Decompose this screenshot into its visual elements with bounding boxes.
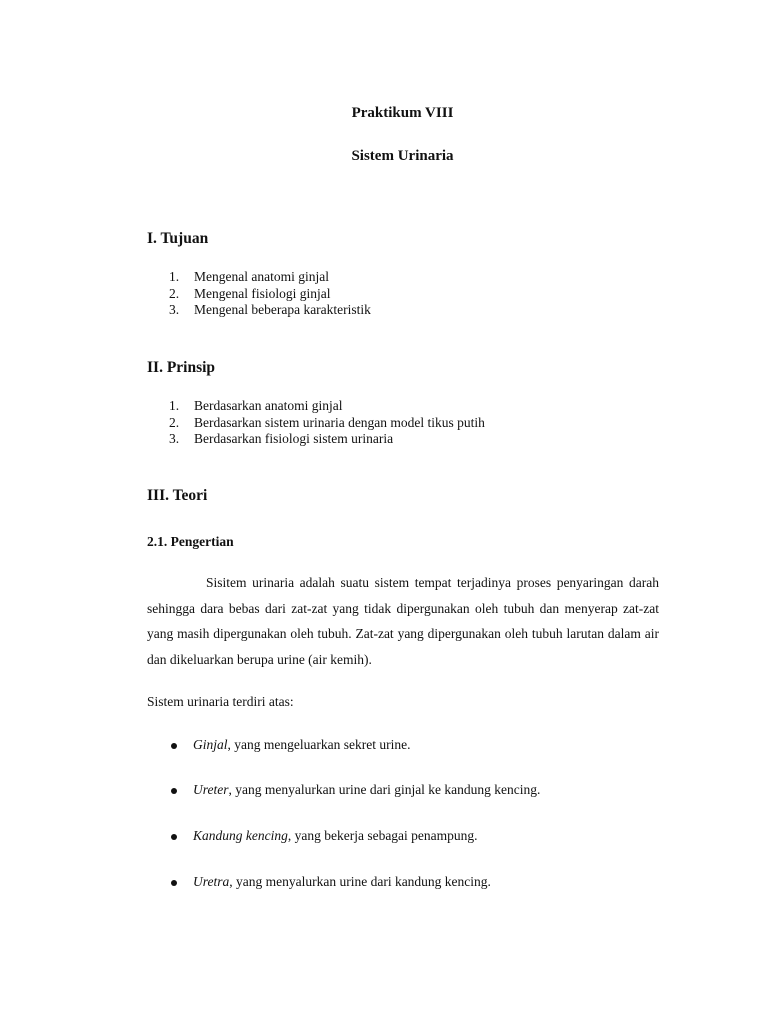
bullet-term: Uretra — [193, 874, 230, 889]
bullet-dot-icon — [171, 788, 177, 794]
bullet-dot-icon — [171, 834, 177, 840]
list-item-text: Mengenal anatomi ginjal — [194, 269, 329, 284]
document-title: Praktikum VIII — [351, 105, 454, 121]
bullet-text: , yang menyalurkan urine dari kandung kencing. — [229, 874, 491, 889]
bullet-dot-icon — [171, 743, 177, 749]
subsection-heading-pengertian: 2.1. Pengertian — [147, 534, 234, 549]
section-heading-teori: III. Teori — [147, 487, 208, 504]
bullet-term: Ginjal — [193, 737, 228, 752]
list-item-number: 2. — [169, 414, 180, 430]
list-item-text: Mengenal beberapa karakteristik — [194, 302, 371, 317]
bullet-text: , yang mengeluarkan sekret urine. — [227, 737, 411, 752]
list-item-text: Berdasarkan fisiologi sistem urinaria — [194, 431, 394, 446]
list-item-number: 1. — [169, 398, 180, 413]
list-item-text: Mengenal fisiologi ginjal — [194, 285, 331, 301]
list-item-number: 3. — [169, 431, 180, 446]
bullet-text: , yang menyalurkan urine dari ginjal ke kandung kencing. — [228, 782, 541, 797]
list-item-number: 2. — [169, 285, 180, 301]
bullet-dot-icon — [171, 880, 177, 886]
body-paragraph: Sisitem urinaria adalah suatu sistem tempat terjadinya proses penyaringan darah sehingga dara bebas dari zat-zat yang tidak dipergunakan oleh tubuh dan menyerap zat-zat yang masih dipergunakan oleh tubuh. Zat-zat yang dipergunakan oleh tubuh larutan dalam air dan dikeluarkan berupa urine (air kemih). — [147, 575, 659, 667]
list-item-number: 3. — [169, 302, 180, 317]
list-item-number: 1. — [169, 269, 180, 284]
list-item-text: Berdasarkan sistem urinaria dengan model tikus putih — [194, 414, 485, 430]
list-item-text: Berdasarkan anatomi ginjal — [194, 398, 343, 413]
bullet-term: Kandung kencing — [193, 828, 288, 843]
bullet-term: Ureter — [193, 782, 229, 797]
section-heading-tujuan: I. Tujuan — [147, 230, 209, 247]
document-subtitle: Sistem Urinaria — [351, 148, 454, 164]
bullet-text: , yang bekerja sebagai penampung. — [287, 828, 478, 843]
section-heading-prinsip: II. Prinsip — [147, 359, 216, 376]
list-intro: Sistem urinaria terdiri atas: — [147, 694, 294, 709]
